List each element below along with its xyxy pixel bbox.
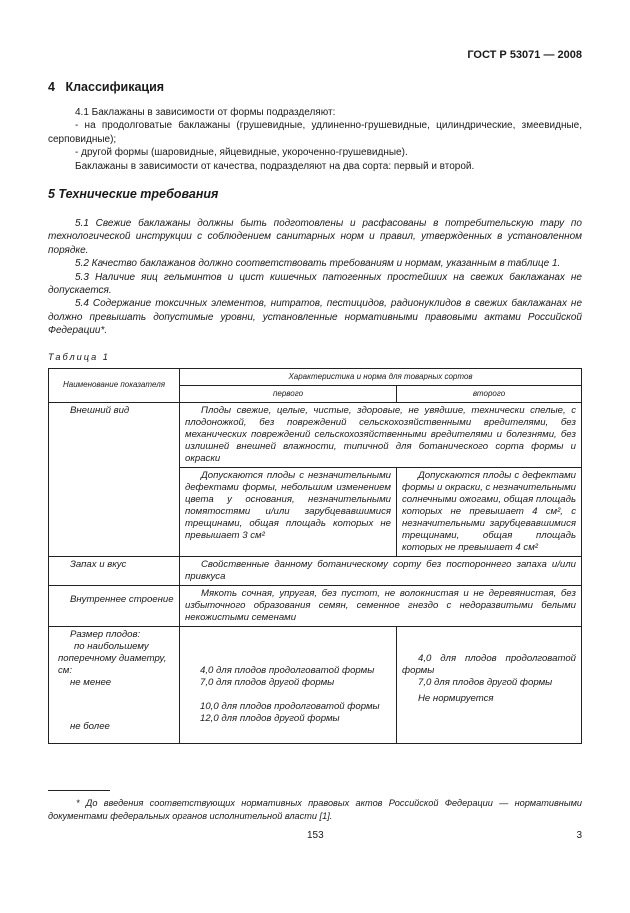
smell-both-grades: Свойственные данному ботаническому сорту без постороннего запаха и/или привкуса <box>180 556 582 585</box>
row-name-appearance: Внешний вид <box>49 402 180 556</box>
header-characteristic: Характеристика и норма для товарных сортов <box>180 368 582 385</box>
requirements-table <box>48 368 582 744</box>
section-4-title: Классификация <box>65 80 165 94</box>
paragraph-5-3: 5.3 Наличие яиц гельминтов и цист кишечных патогенных простейших на свежих баклажанах не допускается. <box>48 271 582 297</box>
table-row <box>49 626 582 743</box>
appearance-both-grades: Плоды свежие, целые, чистые, здоровые, не увядшие, технически спелые, с плодоножкой, без повреждений сельскохозяйственными вредителями, без механических повреждений сельскохозяйственными вредителями и болезнями, без излишней внешней влажности, типичной для ботанического сорта формы и окраски <box>180 402 582 467</box>
document-body <box>48 80 582 744</box>
second-min-oblong: 4,0 для плодов продолговатой формы <box>402 652 576 676</box>
paragraph-5-1: 5.1 Свежие баклажаны должны быть подготовлены и расфасованы в потребительскую тару по технологической инструкции с соблюдением санитарных норм и правил, утвержденных в установленном порядке. <box>48 218 582 256</box>
second-max: Не нормируется <box>418 692 494 704</box>
list-item-other: - другой формы (шаровидные, яйцевидные, укороченно-грушевидные). <box>75 147 408 159</box>
page-number-center: 153 <box>307 830 324 841</box>
paragraph-4-1: 4.1 Баклажаны в зависимости от формы подразделяют: <box>75 107 336 118</box>
table-row <box>49 402 582 467</box>
section-5 <box>48 187 582 338</box>
size-first-grade <box>180 626 397 743</box>
row-name-inner: Внутреннее строение <box>49 585 180 626</box>
appearance-first-grade: Допускаются плоды с незначительными дефектами формы, небольшим изменением цвета у основания, незначительными помятостями и/или зарубцевавшимися трещинами, общая площадь которых не превышает 3 см² <box>180 467 397 556</box>
header-second-grade: второго <box>397 385 582 402</box>
section-5-text <box>48 217 582 338</box>
paragraph-grades: Баклажаны в зависимости от качества, подразделяют на два сорта: первый и второй. <box>75 160 475 172</box>
table-row <box>49 556 582 585</box>
table-caption: Таблица 1 <box>48 351 110 362</box>
first-min-other: 7,0 для плодов другой формы <box>200 676 335 688</box>
header-first-grade: первого <box>180 385 397 402</box>
second-min-other: 7,0 для плодов другой формы <box>418 676 553 688</box>
section-4-heading <box>48 80 582 94</box>
appearance-second-grade: Допускаются плоды с дефектами формы и окраски, с незначительными солнечными ожогами, общая площадь которых не превышает 4 см², с незначительными зарубцевавшимися трещинами, общая площадь которых не превышает 4 см² <box>397 467 582 556</box>
table-header-row <box>49 368 582 385</box>
size-second-grade <box>397 626 582 743</box>
section-4-number: 4 <box>48 80 55 94</box>
list-item-oblong: - на продолговатые баклажаны (грушевидные, удлиненно-грушевидные, цилиндрические, змеевидные, серповидные); <box>48 120 582 145</box>
inner-both-grades: Мякоть сочная, упругая, без пустот, не волокнистая и не деревянистая, без избыточного образования семян, семенное гнездо с недоразвитыми белыми некожистыми семенами <box>180 585 582 626</box>
row-name-size: Размер плодов: по наибольшему поперечному диаметру, см: не менее не более <box>49 626 180 743</box>
section-5-heading: 5 Технические требования <box>48 187 219 202</box>
page-number-right: 3 <box>576 830 582 841</box>
first-min-oblong: 4,0 для плодов продолговатой формы <box>200 664 375 676</box>
first-max-oblong: 10,0 для плодов продолговатой формы <box>200 700 380 712</box>
footnote: * До введения соответствующих нормативных правовых актов Российской Федерации — нормативными документами федеральных органов исполнительной власти [1]. <box>48 798 582 821</box>
document-header: ГОСТ Р 53071 — 2008 <box>467 49 582 61</box>
section-4 <box>48 80 582 173</box>
header-indicator-name: Наименование показателя <box>49 368 180 402</box>
first-max-other: 12,0 для плодов другой формы <box>200 712 340 724</box>
paragraph-5-4: 5.4 Содержание токсичных элементов, нитратов, пестицидов, радионуклидов в свежих баклажанах не должно превышать допустимые уровни, установленные нормативными правовыми актами Российской Федерации*. <box>48 298 582 337</box>
paragraph-5-2: 5.2 Качество баклажанов должно соответствовать требованиям и нормам, указанным в таблице 1. <box>75 258 561 270</box>
row-name-smell: Запах и вкус <box>49 556 180 585</box>
table-row <box>49 585 582 626</box>
section-4-text <box>48 106 582 173</box>
footnote-divider <box>48 790 110 791</box>
